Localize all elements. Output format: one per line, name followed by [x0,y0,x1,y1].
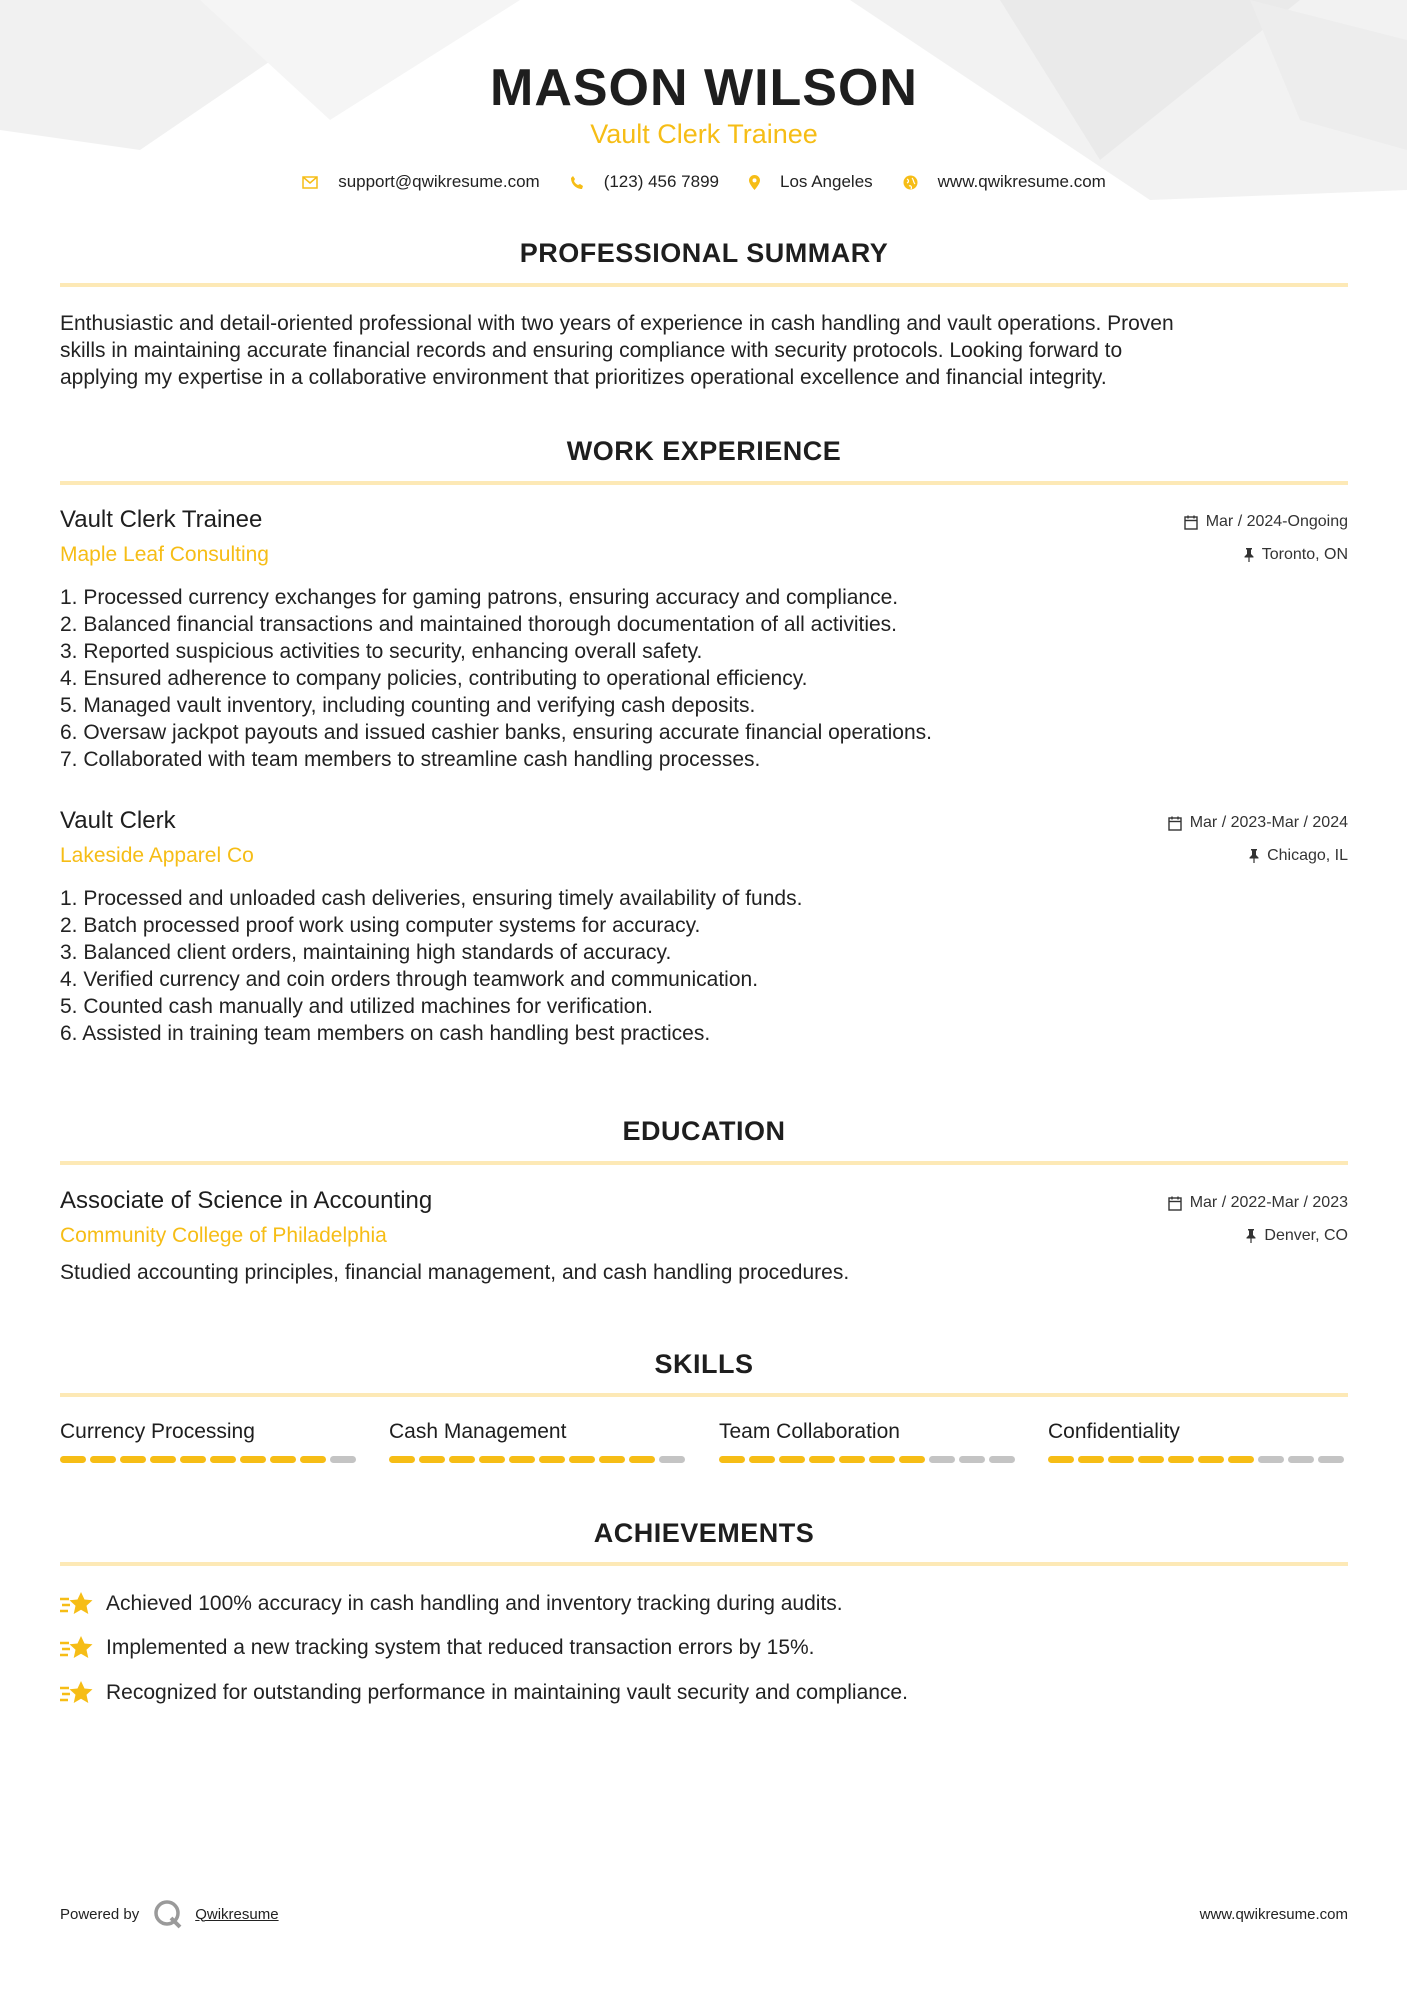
skill-level-bar [1048,1456,1348,1463]
footer-website[interactable]: www.qwikresume.com [1199,1906,1348,1923]
skill-level-segment [659,1456,685,1463]
skill-level-segment [330,1456,356,1463]
skill-level-segment [449,1456,475,1463]
summary-line: skills in maintaining accurate financial records and ensuring compliance with security protocols. Looking forward to [60,339,1123,362]
skill-level-segment [839,1456,865,1463]
pushpin-icon [1246,1229,1256,1243]
contact-location [749,172,873,192]
job-company: Maple Leaf Consulting [60,543,269,566]
duty-item: 1. Processed and unloaded cash deliveries, ensuring timely availability of funds. [60,887,803,910]
duty-item: 1. Processed currency exchanges for gaming patrons, ensuring accuracy and compliance. [60,586,899,609]
skill-item [389,1420,689,1463]
skill-level-segment [210,1456,236,1463]
candidate-name: MASON WILSON [490,59,918,117]
skill-level-segment [1108,1456,1134,1463]
achievement-item [60,1679,1348,1707]
contact-website[interactable] [903,172,1106,192]
section-title-skills: SKILLS [654,1349,754,1379]
achievement-item [60,1590,1348,1618]
phone-icon [570,175,584,190]
section-divider [60,1562,1348,1566]
degree-title: Associate of Science in Accounting [60,1187,433,1214]
skill-level-segment [180,1456,206,1463]
job-duties [60,885,802,1047]
calendar-icon [1168,816,1182,831]
star-icon [60,1590,94,1618]
skill-item [719,1420,1019,1463]
job-location [1249,847,1348,865]
skill-name: Team Collaboration [719,1420,900,1443]
skill-item [60,1420,360,1463]
skill-level-segment [539,1456,565,1463]
job-entry [60,807,1348,1052]
skill-level-bar [60,1456,360,1463]
achievement-item [60,1634,1348,1662]
duty-item: 5. Managed vault inventory, including counting and verifying cash deposits. [60,694,756,717]
star-icon [60,1679,94,1707]
phone-text: (123) 456 7899 [603,172,720,191]
skill-level-segment [899,1456,925,1463]
job-title: Vault Clerk [60,807,176,834]
education-location-text: Denver, CO [1264,1227,1348,1244]
skill-level-segment [1168,1456,1194,1463]
calendar-icon [1184,515,1198,530]
globe-icon [903,175,918,190]
contact-bar [60,172,1348,192]
skill-level-segment [479,1456,505,1463]
pushpin-icon [1244,548,1254,562]
skill-level-segment [389,1456,415,1463]
duty-item: 6. Oversaw jackpot payouts and issued cashier banks, ensuring accurate financial operations. [60,721,932,744]
brand-link[interactable]: Qwikresume [195,1905,279,1923]
section-divider [60,1393,1348,1397]
skill-level-bar [389,1456,689,1463]
qwikresume-logo-icon [153,1899,183,1929]
skill-level-segment [929,1456,955,1463]
skill-name: Currency Processing [60,1420,255,1443]
skill-level-segment [569,1456,595,1463]
skill-level-segment [1078,1456,1104,1463]
skill-level-segment [300,1456,326,1463]
job-entry [60,506,1348,776]
location-text: Los Angeles [780,172,873,191]
envelope-icon [302,176,318,189]
skill-name: Confidentiality [1048,1420,1180,1443]
skill-name: Cash Management [389,1420,567,1443]
achievement-text: Implemented a new tracking system that reduced transaction errors by 15%. [106,1636,815,1659]
skill-level-segment [1318,1456,1344,1463]
section-divider [60,1161,1348,1165]
education-date [1168,1194,1348,1212]
skill-level-segment [270,1456,296,1463]
job-location-text: Chicago, IL [1267,847,1348,864]
star-icon [60,1634,94,1662]
skill-level-segment [599,1456,625,1463]
summary-line: applying my expertise in a collaborative environment that prioritizes operational excellence and financial integrity. [60,366,1107,389]
job-date-text: Mar / 2023-Mar / 2024 [1189,814,1348,831]
section-divider [60,283,1348,287]
achievement-text: Recognized for outstanding performance in maintaining vault security and compliance. [106,1681,908,1704]
pushpin-icon [1249,849,1259,863]
section-divider [60,481,1348,485]
skill-level-segment [809,1456,835,1463]
map-pin-icon [749,175,760,190]
job-title: Vault Clerk Trainee [60,506,263,533]
education-location [1246,1227,1348,1245]
skill-level-segment [240,1456,266,1463]
job-duties [60,584,932,773]
education-entry [60,1187,1348,1297]
skill-level-segment [869,1456,895,1463]
school-name: Community College of Philadelphia [60,1224,387,1247]
duty-item: 2. Balanced financial transactions and maintained thorough documentation of all activities. [60,613,898,636]
website-text: www.qwikresume.com [937,172,1106,191]
job-date [1168,814,1348,832]
skill-level-segment [150,1456,176,1463]
calendar-icon [1168,1196,1182,1211]
skill-level-segment [959,1456,985,1463]
skill-level-segment [509,1456,535,1463]
duty-item: 3. Reported suspicious activities to security, enhancing overall safety. [60,640,703,663]
job-date-text: Mar / 2024-Ongoing [1205,513,1348,530]
skill-level-segment [60,1456,86,1463]
candidate-role: Vault Clerk Trainee [590,119,818,149]
education-date-text: Mar / 2022-Mar / 2023 [1189,1194,1348,1211]
job-location [1244,546,1348,564]
skill-item [1048,1420,1348,1463]
skill-level-segment [419,1456,445,1463]
section-title-achievements: ACHIEVEMENTS [593,1518,815,1548]
skill-level-segment [1228,1456,1254,1463]
achievement-text: Achieved 100% accuracy in cash handling and inventory tracking during audits. [106,1592,843,1615]
skill-level-segment [989,1456,1015,1463]
skill-level-segment [1288,1456,1314,1463]
skill-level-segment [90,1456,116,1463]
section-title-education: EDUCATION [622,1116,786,1146]
education-description: Studied accounting principles, financial management, and cash handling procedures. [60,1261,850,1284]
summary-text [60,310,1348,391]
skill-level-bar [719,1456,1019,1463]
skill-level-segment [1198,1456,1224,1463]
job-location-text: Toronto, ON [1261,546,1348,563]
contact-phone[interactable] [570,172,719,192]
contact-email[interactable] [302,172,540,192]
skill-level-segment [120,1456,146,1463]
skill-level-segment [1258,1456,1284,1463]
summary-line: Enthusiastic and detail-oriented professional with two years of experience in cash handling and vault operations. Proven [60,312,1174,335]
powered-by-label: Powered by [60,1905,140,1923]
skill-level-segment [749,1456,775,1463]
duty-item: 5. Counted cash manually and utilized machines for verification. [60,995,653,1018]
duty-item: 2. Batch processed proof work using computer systems for accuracy. [60,914,701,937]
section-title-summary: PROFESSIONAL SUMMARY [519,238,889,268]
duty-item: 6. Assisted in training team members on cash handling best practices. [60,1022,711,1045]
job-company: Lakeside Apparel Co [60,844,254,867]
skill-level-segment [719,1456,745,1463]
email-text: support@qwikresume.com [338,172,540,191]
duty-item: 4. Ensured adherence to company policies, contributing to operational efficiency. [60,667,808,690]
skill-level-segment [779,1456,805,1463]
duty-item: 3. Balanced client orders, maintaining high standards of accuracy. [60,941,672,964]
footer-powered-by [60,1899,279,1929]
skill-level-segment [1138,1456,1164,1463]
section-title-work: WORK EXPERIENCE [566,436,842,466]
job-date [1184,513,1348,531]
skill-level-segment [629,1456,655,1463]
skill-level-segment [1048,1456,1074,1463]
duty-item: 7. Collaborated with team members to streamline cash handling processes. [60,748,761,771]
duty-item: 4. Verified currency and coin orders through teamwork and communication. [60,968,759,991]
